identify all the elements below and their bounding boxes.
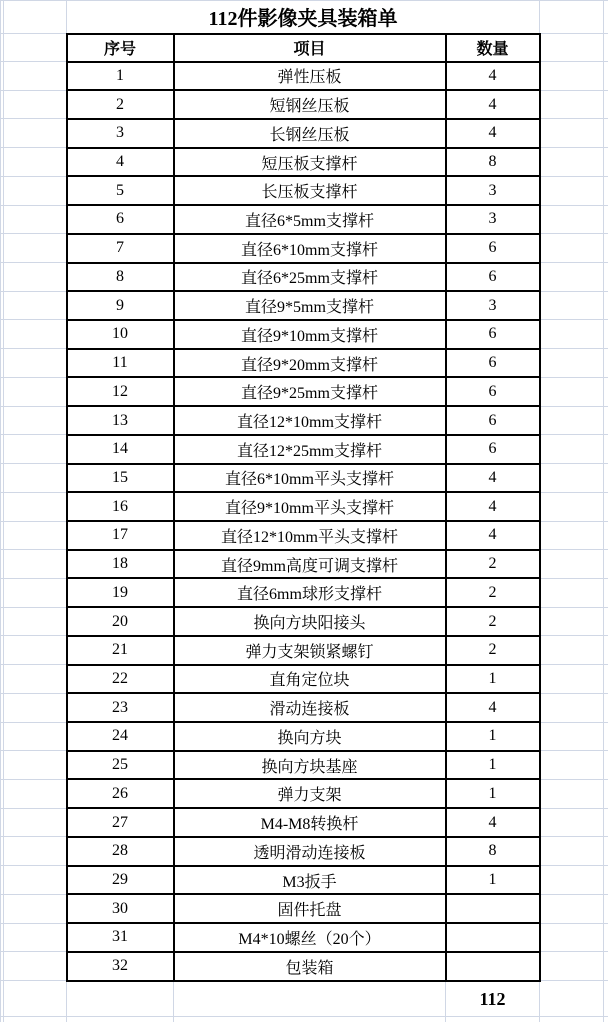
empty-cell	[4, 866, 67, 895]
empty-cell	[4, 894, 67, 923]
item-name-cell: M4-M8转换杆	[174, 808, 446, 837]
item-name-cell: 直径6mm球形支撑杆	[174, 578, 446, 607]
row-number-cell: 1	[67, 62, 174, 91]
quantity-cell: 6	[446, 263, 540, 292]
empty-cell	[174, 1017, 446, 1022]
filler-row	[1, 1017, 608, 1022]
empty-cell	[4, 751, 67, 780]
quantity-cell: 6	[446, 349, 540, 378]
empty-cell	[540, 435, 604, 464]
total-quantity: 112	[446, 981, 540, 1017]
row-number-cell: 2	[67, 90, 174, 119]
empty-cell	[540, 1017, 604, 1022]
table-row	[1, 837, 608, 866]
item-name-cell: 直径6*25mm支撑杆	[174, 263, 446, 292]
row-number-cell: 18	[67, 550, 174, 579]
empty-cell	[540, 349, 604, 378]
col-header-qty: 数量	[446, 34, 540, 62]
empty-cell	[540, 320, 604, 349]
empty-cell	[604, 923, 608, 952]
quantity-cell: 2	[446, 607, 540, 636]
item-name-cell: 直径9*10mm支撑杆	[174, 320, 446, 349]
empty-cell	[604, 435, 608, 464]
item-name-cell: 弹力支架	[174, 779, 446, 808]
item-name-cell: 直径9*10mm平头支撑杆	[174, 492, 446, 521]
empty-cell	[604, 779, 608, 808]
empty-cell	[540, 34, 604, 62]
quantity-cell: 1	[446, 866, 540, 895]
empty-cell	[604, 291, 608, 320]
empty-cell	[4, 176, 67, 205]
item-name-cell: 直径9*5mm支撑杆	[174, 291, 446, 320]
empty-cell	[4, 981, 67, 1017]
empty-cell	[540, 866, 604, 895]
table-row	[1, 779, 608, 808]
item-name-cell: 换向方块	[174, 722, 446, 751]
empty-cell	[4, 263, 67, 292]
row-number-cell: 11	[67, 349, 174, 378]
row-number-cell: 32	[67, 952, 174, 981]
row-number-cell: 10	[67, 320, 174, 349]
table-row	[1, 693, 608, 722]
empty-cell	[4, 923, 67, 952]
empty-cell	[540, 521, 604, 550]
empty-cell	[67, 1017, 174, 1022]
table-row	[1, 578, 608, 607]
row-number-cell: 22	[67, 665, 174, 694]
row-number-cell: 24	[67, 722, 174, 751]
table-row	[1, 866, 608, 895]
item-name-cell: 弹性压板	[174, 62, 446, 91]
item-name-cell: M4*10螺丝（20个）	[174, 923, 446, 952]
row-number-cell: 5	[67, 176, 174, 205]
empty-cell	[4, 722, 67, 751]
quantity-cell: 6	[446, 435, 540, 464]
table-row	[1, 90, 608, 119]
sheet-title: 112件影像夹具装箱单	[67, 1, 540, 34]
empty-cell	[540, 923, 604, 952]
empty-cell	[604, 234, 608, 263]
table-row	[1, 521, 608, 550]
row-number-cell: 12	[67, 377, 174, 406]
empty-cell	[604, 636, 608, 665]
row-number-cell: 9	[67, 291, 174, 320]
empty-cell	[604, 808, 608, 837]
empty-cell	[604, 866, 608, 895]
item-name-cell: 换向方块阳接头	[174, 607, 446, 636]
item-name-cell: M3扳手	[174, 866, 446, 895]
empty-cell	[604, 406, 608, 435]
empty-cell	[540, 464, 604, 493]
empty-cell	[604, 894, 608, 923]
table-row	[1, 550, 608, 579]
empty-cell	[540, 234, 604, 263]
empty-cell	[4, 837, 67, 866]
item-name-cell: 直径9*25mm支撑杆	[174, 377, 446, 406]
table-row	[1, 607, 608, 636]
row-number-cell: 28	[67, 837, 174, 866]
row-number-cell: 17	[67, 521, 174, 550]
empty-cell	[540, 952, 604, 981]
quantity-cell: 4	[446, 62, 540, 91]
empty-cell	[4, 665, 67, 694]
empty-cell	[446, 1017, 540, 1022]
title-row	[1, 1, 608, 34]
empty-cell	[4, 521, 67, 550]
row-number-cell: 3	[67, 119, 174, 148]
quantity-cell: 3	[446, 205, 540, 234]
quantity-cell: 1	[446, 779, 540, 808]
empty-cell	[4, 464, 67, 493]
row-number-cell: 30	[67, 894, 174, 923]
empty-cell	[540, 119, 604, 148]
item-name-cell: 直径9mm高度可调支撑杆	[174, 550, 446, 579]
empty-cell	[604, 263, 608, 292]
item-name-cell: 直径6*10mm平头支撑杆	[174, 464, 446, 493]
empty-cell	[540, 62, 604, 91]
empty-cell	[540, 406, 604, 435]
row-number-cell: 19	[67, 578, 174, 607]
table-row	[1, 464, 608, 493]
empty-cell	[540, 377, 604, 406]
row-number-cell: 15	[67, 464, 174, 493]
empty-cell	[540, 808, 604, 837]
item-name-cell: 直径6*5mm支撑杆	[174, 205, 446, 234]
table-row	[1, 148, 608, 177]
empty-cell	[4, 808, 67, 837]
empty-cell	[540, 894, 604, 923]
empty-cell	[4, 578, 67, 607]
row-number-cell: 6	[67, 205, 174, 234]
quantity-cell: 2	[446, 578, 540, 607]
empty-cell	[540, 665, 604, 694]
table-row	[1, 205, 608, 234]
row-number-cell: 8	[67, 263, 174, 292]
row-number-cell: 16	[67, 492, 174, 521]
empty-cell	[4, 435, 67, 464]
quantity-cell: 6	[446, 377, 540, 406]
table-row	[1, 492, 608, 521]
row-number-cell: 23	[67, 693, 174, 722]
quantity-cell: 2	[446, 636, 540, 665]
empty-cell	[540, 837, 604, 866]
empty-cell	[540, 981, 604, 1017]
table-row	[1, 665, 608, 694]
empty-cell	[4, 148, 67, 177]
quantity-cell: 4	[446, 119, 540, 148]
empty-cell	[540, 205, 604, 234]
empty-cell	[604, 464, 608, 493]
empty-cell	[604, 722, 608, 751]
quantity-cell: 1	[446, 665, 540, 694]
empty-cell	[540, 90, 604, 119]
empty-cell	[604, 751, 608, 780]
quantity-cell: 4	[446, 521, 540, 550]
empty-cell	[540, 607, 604, 636]
item-name-cell: 短钢丝压板	[174, 90, 446, 119]
empty-cell	[540, 779, 604, 808]
empty-cell	[4, 492, 67, 521]
quantity-cell: 8	[446, 148, 540, 177]
empty-cell	[604, 176, 608, 205]
empty-cell	[540, 550, 604, 579]
table-row	[1, 349, 608, 378]
item-name-cell: 直径12*10mm支撑杆	[174, 406, 446, 435]
empty-cell	[540, 492, 604, 521]
empty-cell	[4, 693, 67, 722]
empty-cell	[604, 665, 608, 694]
empty-cell	[604, 607, 608, 636]
empty-cell	[4, 320, 67, 349]
table-row	[1, 291, 608, 320]
empty-cell	[540, 291, 604, 320]
quantity-cell: 4	[446, 808, 540, 837]
empty-cell	[4, 349, 67, 378]
empty-cell	[540, 751, 604, 780]
quantity-cell: 4	[446, 90, 540, 119]
row-number-cell: 14	[67, 435, 174, 464]
table-row	[1, 808, 608, 837]
quantity-cell: 1	[446, 751, 540, 780]
empty-cell	[4, 952, 67, 981]
empty-cell	[604, 521, 608, 550]
empty-cell	[604, 550, 608, 579]
empty-cell	[604, 119, 608, 148]
table-row	[1, 119, 608, 148]
empty-cell	[604, 492, 608, 521]
empty-cell	[604, 693, 608, 722]
item-name-cell: 固件托盘	[174, 894, 446, 923]
quantity-cell: 4	[446, 492, 540, 521]
item-name-cell: 包装箱	[174, 952, 446, 981]
empty-cell	[604, 952, 608, 981]
quantity-cell: 8	[446, 837, 540, 866]
item-name-cell: 滑动连接板	[174, 693, 446, 722]
header-row	[1, 34, 608, 62]
empty-cell	[4, 406, 67, 435]
empty-cell	[604, 981, 608, 1017]
empty-cell	[540, 636, 604, 665]
empty-cell	[604, 90, 608, 119]
quantity-cell: 6	[446, 406, 540, 435]
item-name-cell: 短压板支撑杆	[174, 148, 446, 177]
table-row	[1, 751, 608, 780]
empty-cell	[540, 722, 604, 751]
quantity-cell: 4	[446, 464, 540, 493]
empty-cell	[604, 205, 608, 234]
row-number-cell: 21	[67, 636, 174, 665]
empty-cell	[540, 578, 604, 607]
item-name-cell: 换向方块基座	[174, 751, 446, 780]
empty-cell	[4, 90, 67, 119]
table-row	[1, 894, 608, 923]
item-name-cell: 直径6*10mm支撑杆	[174, 234, 446, 263]
table-row	[1, 176, 608, 205]
row-number-cell: 25	[67, 751, 174, 780]
empty-cell	[604, 62, 608, 91]
empty-cell	[4, 377, 67, 406]
quantity-cell	[446, 894, 540, 923]
row-number-cell: 31	[67, 923, 174, 952]
quantity-cell	[446, 923, 540, 952]
quantity-cell	[446, 952, 540, 981]
table-row	[1, 636, 608, 665]
row-number-cell: 27	[67, 808, 174, 837]
empty-cell	[4, 550, 67, 579]
empty-cell	[540, 176, 604, 205]
empty-cell	[604, 34, 608, 62]
empty-cell	[540, 693, 604, 722]
row-number-cell: 26	[67, 779, 174, 808]
empty-cell	[4, 205, 67, 234]
table-row	[1, 320, 608, 349]
empty-cell	[4, 62, 67, 91]
empty-cell	[4, 34, 67, 62]
col-header-item: 项目	[174, 34, 446, 62]
table-row	[1, 722, 608, 751]
empty-cell	[540, 1, 604, 34]
table-row	[1, 435, 608, 464]
quantity-cell: 4	[446, 693, 540, 722]
empty-cell	[4, 234, 67, 263]
empty-cell	[174, 981, 446, 1017]
total-row	[1, 981, 608, 1017]
empty-cell	[67, 981, 174, 1017]
row-number-cell: 13	[67, 406, 174, 435]
table-row	[1, 62, 608, 91]
empty-cell	[4, 291, 67, 320]
quantity-cell: 6	[446, 320, 540, 349]
item-name-cell: 直角定位块	[174, 665, 446, 694]
empty-cell	[4, 1017, 67, 1022]
empty-cell	[4, 1, 67, 34]
quantity-cell: 3	[446, 176, 540, 205]
empty-cell	[604, 148, 608, 177]
empty-cell	[4, 607, 67, 636]
empty-cell	[604, 578, 608, 607]
item-name-cell: 长压板支撑杆	[174, 176, 446, 205]
empty-cell	[540, 148, 604, 177]
empty-cell	[4, 119, 67, 148]
table-row	[1, 406, 608, 435]
empty-cell	[604, 1, 608, 34]
empty-cell	[604, 1017, 608, 1022]
quantity-cell: 2	[446, 550, 540, 579]
empty-cell	[604, 377, 608, 406]
item-name-cell: 直径12*10mm平头支撑杆	[174, 521, 446, 550]
empty-cell	[604, 349, 608, 378]
quantity-cell: 1	[446, 722, 540, 751]
empty-cell	[4, 779, 67, 808]
item-name-cell: 直径12*25mm支撑杆	[174, 435, 446, 464]
row-number-cell: 7	[67, 234, 174, 263]
table-row	[1, 952, 608, 981]
quantity-cell: 6	[446, 234, 540, 263]
item-name-cell: 直径9*20mm支撑杆	[174, 349, 446, 378]
quantity-cell: 3	[446, 291, 540, 320]
empty-cell	[604, 837, 608, 866]
row-number-cell: 20	[67, 607, 174, 636]
table-row	[1, 234, 608, 263]
item-name-cell: 长钢丝压板	[174, 119, 446, 148]
item-name-cell: 弹力支架锁紧螺钉	[174, 636, 446, 665]
empty-cell	[4, 636, 67, 665]
table-row	[1, 923, 608, 952]
empty-cell	[540, 263, 604, 292]
table-row	[1, 377, 608, 406]
row-number-cell: 29	[67, 866, 174, 895]
empty-cell	[604, 320, 608, 349]
table-row	[1, 263, 608, 292]
item-name-cell: 透明滑动连接板	[174, 837, 446, 866]
col-header-no: 序号	[67, 34, 174, 62]
row-number-cell: 4	[67, 148, 174, 177]
